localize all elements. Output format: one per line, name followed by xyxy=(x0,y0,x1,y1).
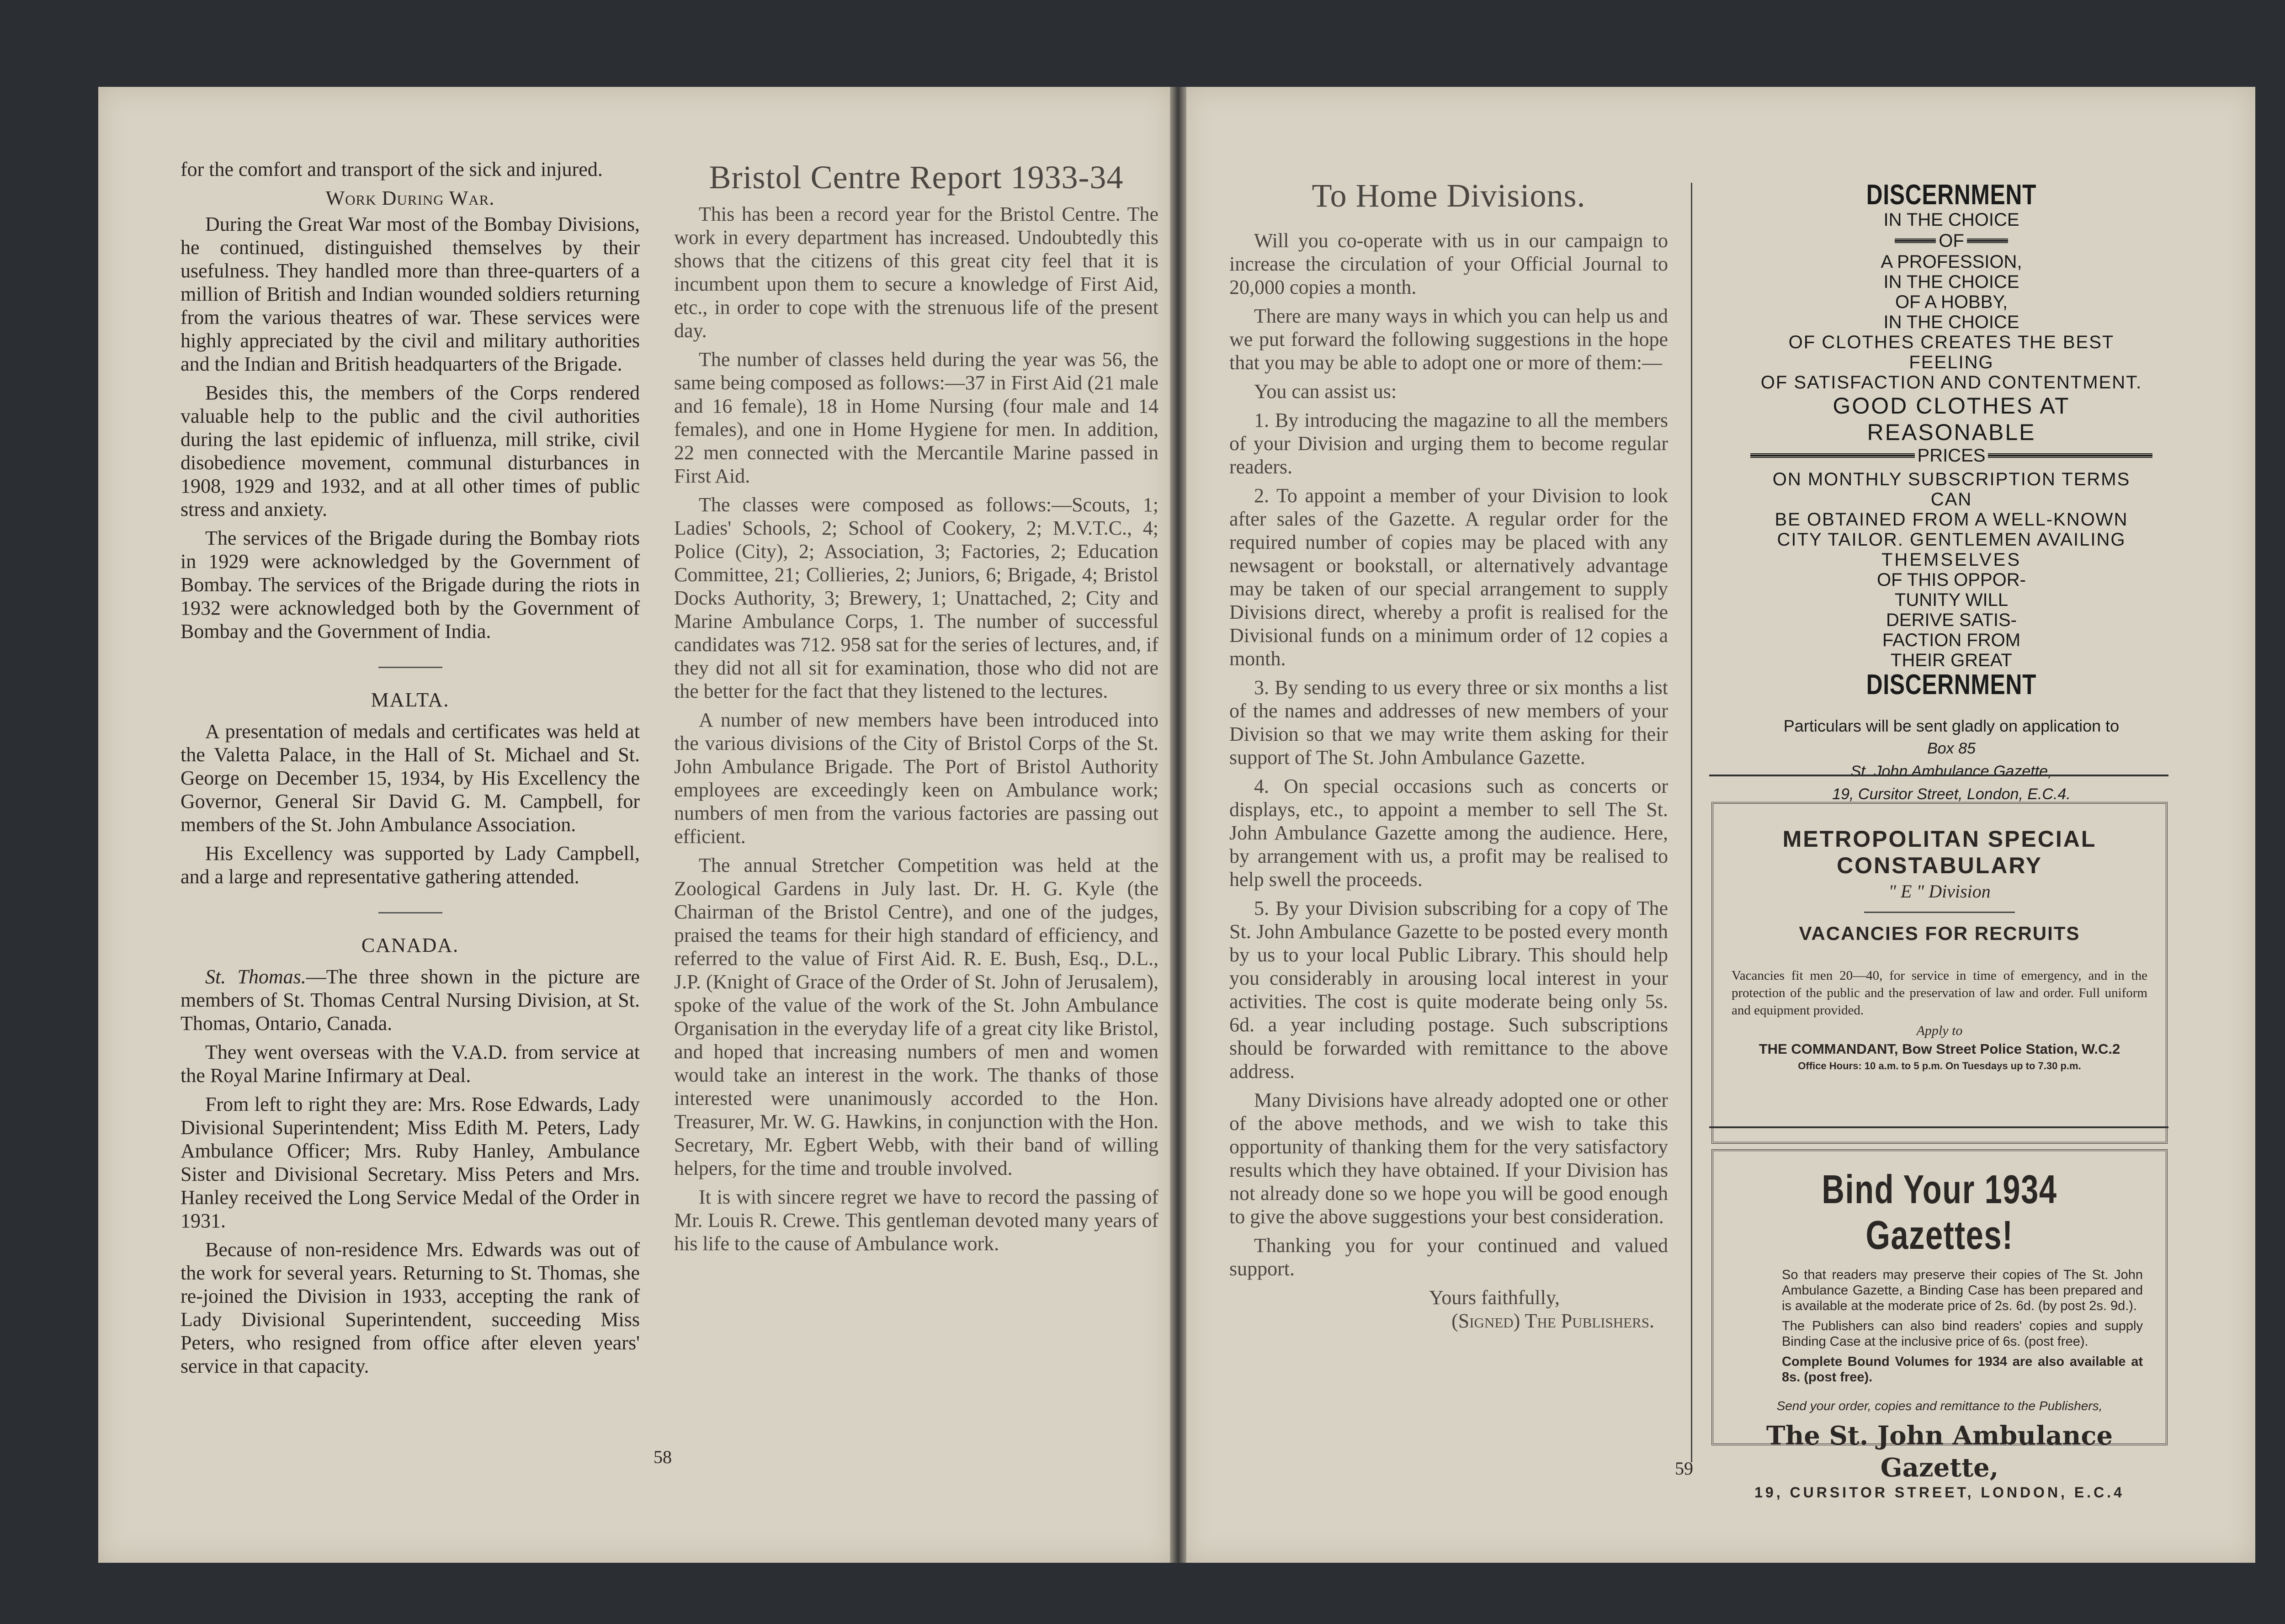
article-title-bristol: Bristol Centre Report 1933-34 xyxy=(709,159,1124,196)
ad-box: Box 85 xyxy=(1927,740,1976,757)
ad-rule xyxy=(1750,453,1915,458)
paragraph: Many Divisions have already adopted one or other of the above methods, and we wish to take this opportunity of thanking them for the very satisfactory results which they have obtained. If your Division has not already done so we hope you will be good enough to give the above suggestions your best consideration. xyxy=(1229,1089,1668,1228)
ad-separator xyxy=(1709,1126,2168,1128)
paragraph: Thanking you for your continued and valued support. xyxy=(1229,1234,1668,1280)
page-number-left: 58 xyxy=(654,1447,672,1467)
ad-line: BE OBTAINED FROM A WELL-KNOWN xyxy=(1775,509,2128,530)
ad-line: OF SATISFACTION AND CONTENTMENT. xyxy=(1760,372,2142,393)
ad-text: So that readers may preserve their copies of The St. John Ambulance Gazette, a Binding Case has been prepared and is available at the moderate price of 2s. 6d. (by post 2s. 9d.). xyxy=(1782,1268,2143,1313)
paragraph: Because of non-residence Mrs. Edwards was out of the work for several years. Returning to St. Thomas, she re-joined the Division in 1933, accepting the rank of Lady Divisional Superintendent, succeeding Miss Peters, who resigned from office after eleven years' service in that capacity. xyxy=(181,1238,640,1377)
ad-title: Bind Your 1934 Gazettes! xyxy=(1822,1167,2057,1258)
paragraph: You can assist us: xyxy=(1254,380,1397,403)
ad-body: Vacancies fit men 20—40, for service in time of emergency, and in the protection of the public and the preservation of law and order. Full uniform and equipment provided. xyxy=(1732,968,2147,1018)
ad-separator xyxy=(1709,775,2168,776)
paragraph: A presentation of medals and certificates was held at the Valetta Palace, in the Hall of St. Michael and St. George on December 15, 1934, by His Excellency the Governor, General Sir David G. M. Campbell, for members of the St. John Ambulance Association. xyxy=(181,720,640,836)
ad-particulars: Particulars will be sent gladly on application to xyxy=(1783,716,2120,735)
ad-vacancies: VACANCIES FOR RECRUITS xyxy=(1799,923,2080,944)
ad-line: THEIR GREAT xyxy=(1891,650,2012,670)
paragraph: 5. By your Division subscribing for a copy of The St. John Ambulance Gazette to be posted every month by us to your local Public Library. This should help you considerably in arousing local interest in your activities. The cost is quite moderate being only 5s. 6d. a year including postage. Such subscriptions should be forwarded with remittance to the above address. xyxy=(1229,897,1668,1083)
ad-line: OF THIS OPPOR- xyxy=(1877,570,2026,590)
paragraph: From left to right they are: Mrs. Rose Edwards, Lady Divisional Superintendent; Miss Edith M. Peters, Lady Ambulance Officer; Mrs. Ruby Hanley, Ambulance Sister and Divisional Secretary. Miss Peters and Mrs. Hanley received the Long Service Medal of the Order in 1931. xyxy=(181,1093,640,1232)
ad-gazette: St. John Ambulance Gazette, xyxy=(1850,763,2052,780)
paragraph: They went overseas with the V.A.D. from service at the Royal Marine Infirmary at Deal. xyxy=(181,1041,640,1087)
paragraph: 1. By introducing the magazine to all the members of your Division and urging them to become regular readers. xyxy=(1229,409,1668,478)
ad-send: Send your order, copies and remittance to the Publishers, xyxy=(1776,1399,2103,1413)
paragraph: 4. On special occasions such as concerts or displays, etc., to appoint a member to sell The St. John Ambulance Gazette among the audience. Here, by arrangement with us, a profit may be realised to help swell the proceeds. xyxy=(1229,775,1668,891)
ad-line: A PROFESSION, xyxy=(1881,252,2022,272)
paragraph: It is with sincere regret we have to record the passing of Mr. Louis R. Crewe. This gentleman devoted many years of his life to the cause of Ambulance work. xyxy=(674,1186,1158,1255)
section-heading-malta: MALTA. xyxy=(371,689,450,711)
paragraph: A number of new members have been introduced into the various divisions of the City of Bristol Corps of the St. John Ambulance Brigade. The Port of Bristol Authority employees are exceedingly keen on Ambulance work; numbers of men from the various factories are passing out efficient. xyxy=(674,709,1158,848)
ad-line: PRICES xyxy=(1917,446,1986,466)
divider xyxy=(378,667,442,668)
ad-division: " E " Division xyxy=(1888,881,1991,902)
ad-line: IN THE CHOICE xyxy=(1883,210,2019,230)
left-column-2 xyxy=(674,158,1158,1261)
paragraph: 3. By sending to us every three or six months a list of the names and addresses of new members of your Division so that we may write them asking for their support of The St. John Ambulance Gazette. xyxy=(1229,676,1668,769)
ad-headline: DISCERNMENT xyxy=(1866,669,2037,701)
paragraph: Will you co-operate with us in our campaign to increase the circulation of your Official Journal to 20,000 copies a month. xyxy=(1229,229,1668,298)
ad-line: OF A HOBBY, xyxy=(1895,292,2008,312)
paragraph: The annual Stretcher Competition was held at the Zoological Gardens in July last. Dr. H. G. Kyle (the Chairman of the Bristol Centre), and one of the judges, praised the teams for their high standard of efficiency, and referred to the value of First Aid. R. E. Bush, Esq., D.L., J.P. (Knight of Grace of the Order of St. John of Jerusalem), spoke of the value of the work of the St. John Ambulance Organisation in the everyday life of a great city like Bristol, and hoped that increasing numbers of men and women would take an interest in the work. The thanks of those interested were unanimously accorded to the Hon. Treasurer, Mr. W. G. Hawkins, in conjunction with the Hon. Secretary, Mr. Egbert Webb, with their band of willing helpers, for the time and trouble involved. xyxy=(674,854,1158,1179)
ad-line: CITY TAILOR. GENTLEMEN AVAILING xyxy=(1777,530,2126,550)
ad-line: ON MONTHLY SUBSCRIPTION TERMS CAN xyxy=(1772,469,2131,509)
ad-masthead: The St. John Ambulance Gazette, xyxy=(1766,1421,2113,1483)
ad-line: GOOD CLOTHES AT REASONABLE xyxy=(1833,393,2070,445)
ad-prices-row xyxy=(1750,446,2152,466)
ad-line: DERIVE SATIS- xyxy=(1886,610,2017,630)
paragraph: 2. To appoint a member of your Division to look after sales of the Gazette. A regular order for the required number of copies may be placed with any newsagent or bookstall, or alternatively advantage may be taken of our special arrangement to supply Divisions direct, whereby a profit is realised for the Divisional funds on a minimum order of 12 copies a month. xyxy=(1229,484,1668,670)
divider xyxy=(378,912,442,913)
column-rule xyxy=(1691,183,1692,1462)
ad-discernment xyxy=(1750,180,2152,806)
ad-rule xyxy=(1967,239,2008,243)
ad-text: The Publishers can also bind readers' copies and supply Binding Case at the inclusive price of 6s. (post free). xyxy=(1782,1319,2143,1349)
paragraph: The services of the Brigade during the Bombay riots in 1929 were acknowledged by the Government of Bombay. The services of the Brigade during the riots in 1932 were acknowledged both by the Government of Bombay and the Government of India. xyxy=(181,527,640,642)
paragraph: The number of classes held during the year was 56, the same being composed as follows:—37 in First Aid (21 male and 16 female), 18 in Home Nursing (four male and 14 females), and one in Home Hygiene for men. In addition, 22 men connected with the Mercantile Marine passed in First Aid. xyxy=(674,348,1158,487)
paragraph-text: —The three shown in the picture are members of St. Thomas Central Nursing Division, at St. Thomas, Ontario, Canada. xyxy=(181,966,640,1035)
italic-lead: St. Thomas. xyxy=(205,966,306,988)
ad-apply: Apply to xyxy=(1916,1023,1963,1038)
ad-hours: Office Hours: 10 a.m. to 5 p.m. On Tuesdays up to 7.30 p.m. xyxy=(1798,1060,2081,1072)
ad-bind-gazettes xyxy=(1711,1149,2168,1501)
ad-line: IN THE CHOICE xyxy=(1883,312,2019,332)
ad-title: METROPOLITAN SPECIAL xyxy=(1782,826,2097,852)
ad-of-row xyxy=(1892,231,2011,251)
left-column-1 xyxy=(181,158,640,1383)
ad-constabulary xyxy=(1711,802,2168,1144)
ad-line: OF CLOTHES CREATES THE BEST FEELING xyxy=(1788,332,2115,372)
page-number-right: 59 xyxy=(1675,1458,1693,1479)
article-title-home-divisions: To Home Divisions. xyxy=(1312,177,1586,214)
signature-line: (Signed) The Publishers. xyxy=(1451,1310,1654,1332)
ad-headline: DISCERNMENT xyxy=(1866,179,2037,211)
ad-rule xyxy=(1988,453,2152,458)
ad-line: FACTION FROM xyxy=(1882,630,2021,650)
section-heading-canada: CANADA. xyxy=(361,934,459,956)
ad-line: TUNITY WILL xyxy=(1894,590,2009,610)
paragraph: Besides this, the members of the Corps rendered valuable help to the public and the civil authorities during the last epidemic of influenza, mill strike, civil disobedience movement, communal disturbances in 1908, 1929 and 1932, and at all other times of public stress and anxiety. xyxy=(181,382,640,520)
closing: Yours faithfully, xyxy=(1429,1286,1560,1309)
paragraph: His Excellency was supported by Lady Campbell, and a large and representative gathering attended. xyxy=(181,842,640,888)
paragraph: The classes were composed as follows:—Scouts, 1; Ladies' Schools, 2; School of Cookery, 2; M.V.T.C., 4; Police (City), 2; Association, 3; Factories, 2; Education Committee, 21; Collieries, 2; Juniors, 6; Brigade, 4; Bristol Docks Authority, 3; Brewery, 1; Unattached, 2; City and Marine Ambulance Corps, 1. The number of successful candidates was 712. 958 sat for the series of lectures, and, if they did not all sit for examination, those who did not are the better for the fact that they listened to the lectures. xyxy=(674,494,1158,702)
paragraph: During the Great War most of the Bombay Divisions, he continued, distinguished themselves by their usefulness. They handled more than three-quarters of a million of British and Indian wounded soldiers returning from the various theatres of war. These services were highly appreciated by the civil and military authorities and the Indian and British headquarters of the Brigade. xyxy=(181,213,640,375)
ad-line: THEMSELVES xyxy=(1881,550,2021,570)
ad-title: CONSTABULARY xyxy=(1837,853,2042,878)
ad-commandant: THE COMMANDANT, Bow Street Police Station, W.C.2 xyxy=(1759,1041,2120,1057)
ad-text: Complete Bound Volumes for 1934 are also available at 8s. (post free). xyxy=(1782,1354,2143,1385)
ad-rule xyxy=(1895,239,1936,243)
ad-line: IN THE CHOICE xyxy=(1883,272,2019,292)
paragraph: for the comfort and transport of the sick and injured. xyxy=(181,158,603,180)
paragraph: This has been a record year for the Bristol Centre. The work in every department has increased. Undoubtedly this shows that the citizens of this great city feel that it is incumbent upon them to secure a knowledge of First Aid, etc., in order to cope with the strenuous life of the present day. xyxy=(674,203,1158,342)
ad-line: OF xyxy=(1939,231,1964,251)
divider xyxy=(1864,912,2015,913)
ad-address: 19, Cursitor Street, London, E.C.4. xyxy=(1832,785,2071,803)
paragraph xyxy=(181,965,640,1035)
paragraph: There are many ways in which you can help us and we put forward the following suggestions in the hope that you may be able to adopt one or more of them:— xyxy=(1229,305,1668,374)
right-column-1 xyxy=(1229,176,1668,1332)
ad-address: 19, CURSITOR STREET, LONDON, E.C.4 xyxy=(1754,1484,2125,1501)
section-heading-work-during-war: Work During War. xyxy=(325,187,495,209)
book-gutter xyxy=(1170,87,1186,1563)
